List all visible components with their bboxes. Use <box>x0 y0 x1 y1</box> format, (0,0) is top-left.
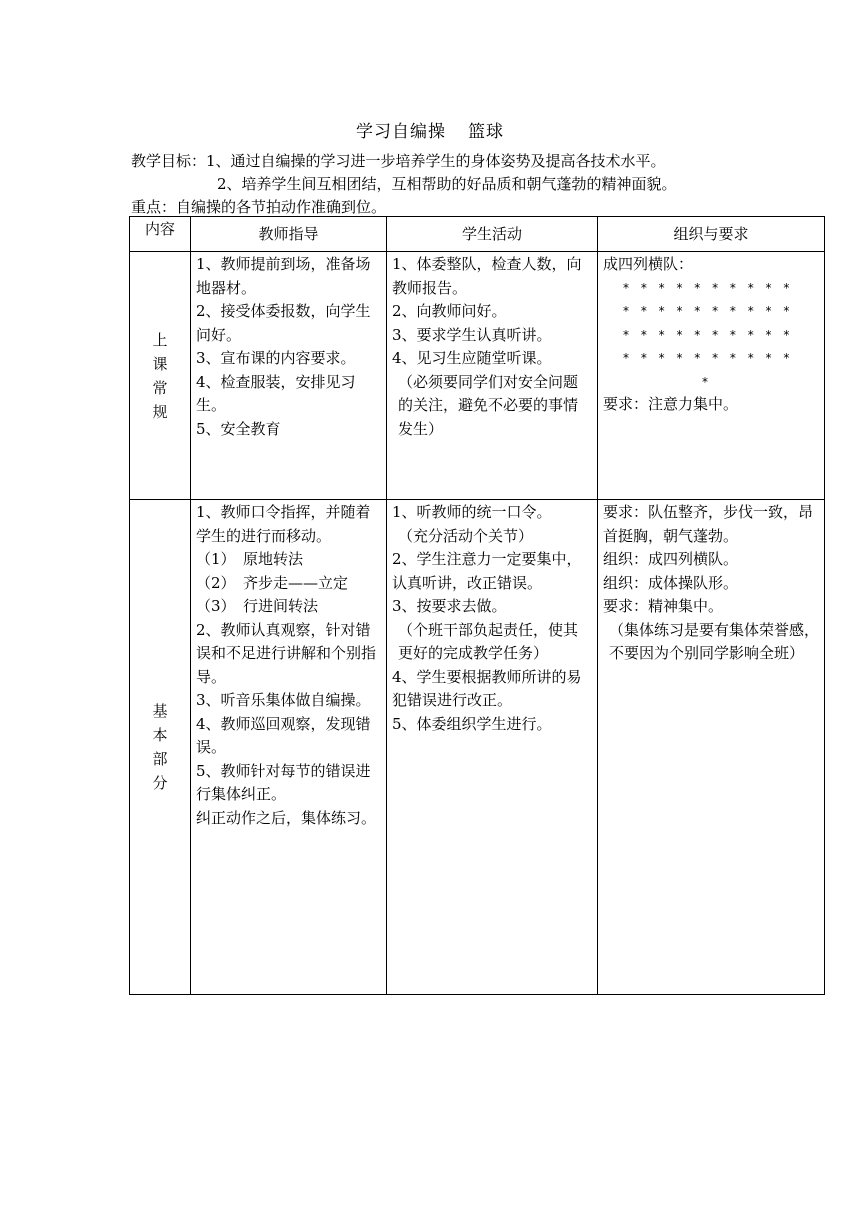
list-item: 组织：成体操队形。 <box>603 573 739 592</box>
list-item: 要求：队伍整齐，步伐一致，昂首挺胸，朝气蓬勃。 <box>603 503 814 545</box>
header-teacher-guidance: 教师指导 <box>191 217 387 252</box>
title-lesson: 学习自编操 <box>356 122 446 142</box>
list-item: （个班干部负起责任，使其更好的完成教学任务） <box>398 620 579 662</box>
formation-label: 成四列横队： <box>603 255 694 273</box>
table-header-row <box>130 217 825 252</box>
objective-line-2: 2、培养学生间互相团结，互相帮助的好品质和朝气蓬勃的精神面貌。 <box>217 175 677 193</box>
row-category: 基 本 部 分 <box>130 500 191 995</box>
list-item: 1、教师口令指挥，并随着学生的进行而移动。 <box>196 503 371 545</box>
list-item: 2、接受体委报数，向学生问好。 <box>196 302 371 344</box>
list-item: 5、安全教育 <box>196 419 281 438</box>
list-item: 要求：精神集中。 <box>603 597 724 615</box>
list-item: 2、教师认真观察，针对错误和不足进行讲解和个别指导。 <box>196 620 377 686</box>
student-activity-cell <box>387 500 598 995</box>
list-item: （2） 齐步走——立定 <box>196 573 349 592</box>
list-item: 1、听教师的统一口令。 <box>392 503 552 521</box>
list-item: 4、学生要根据教师所讲的易犯错误进行改正。 <box>392 667 582 709</box>
list-item: （集体练习是要有集体荣誉感，不要因为个别同学影响全班） <box>609 620 820 662</box>
list-item: 3、要求学生认真听讲。 <box>392 325 552 344</box>
list-item: 3、听音乐集体做自编操。 <box>196 691 371 709</box>
list-item: 1、教师提前到场，准备场地器材。 <box>196 255 371 297</box>
list-item: （充分活动个关节） <box>398 526 534 545</box>
list-item: 要求：注意力集中。 <box>603 394 739 413</box>
page-title <box>0 117 860 142</box>
formation-star-row: * * * * * * * * * * <box>623 304 794 318</box>
student-activity-cell <box>387 252 598 500</box>
formation-star-row: * * * * * * * * * * <box>623 351 794 365</box>
table-row <box>130 252 825 500</box>
header-content: 内容 <box>130 217 191 252</box>
formation-star-row: * * * * * * * * * * <box>623 327 794 342</box>
list-item: 3、宣布课的内容要求。 <box>196 349 356 367</box>
list-item: 2、向教师问好。 <box>392 302 507 320</box>
list-item: 5、教师针对每节的错误进行集体纠正。 <box>196 761 371 803</box>
list-item: 组织：成四列横队。 <box>603 550 739 568</box>
list-item: 3、按要求去做。 <box>392 597 507 615</box>
list-item: （1） 原地转法 <box>196 550 304 568</box>
table-row <box>130 500 825 995</box>
organization-cell <box>598 500 825 995</box>
teacher-guidance-cell <box>191 252 387 500</box>
list-item: 4、见习生应随堂听课。 <box>392 349 552 367</box>
objective-line-1: 教学目标：1、通过自编操的学习进一步培养学生的身体姿势及提高各技术水平。 <box>131 152 666 170</box>
teacher-guidance-cell <box>191 500 387 995</box>
teacher-position-star: * <box>702 374 708 389</box>
row-category: 上 课 常 规 <box>130 252 191 500</box>
list-item: 1、体委整队，检查人数，向教师报告。 <box>392 255 582 297</box>
list-item: 4、教师巡回观察，发现错误。 <box>196 714 371 756</box>
list-item: 5、体委组织学生进行。 <box>392 714 552 733</box>
lesson-plan-table <box>129 216 825 995</box>
list-item: 2、学生注意力一定要集中，认真听讲，改正错误。 <box>392 550 582 592</box>
title-sport: 篮球 <box>468 122 504 142</box>
list-item: （3） 行进间转法 <box>196 597 319 615</box>
list-item: 纠正动作之后，集体练习。 <box>196 808 377 827</box>
header-organization: 组织与要求 <box>598 217 825 252</box>
organization-cell <box>598 252 825 500</box>
list-item: 4、检查服装，安排见习生。 <box>196 372 356 414</box>
list-item: （必须要同学们对安全问题的关注，避免不必要的事情发生） <box>398 372 579 438</box>
formation-star-row: * * * * * * * * * * <box>623 280 794 295</box>
header-student-activity: 学生活动 <box>387 217 598 252</box>
key-point: 重点：自编操的各节拍动作准确到位。 <box>131 198 387 216</box>
